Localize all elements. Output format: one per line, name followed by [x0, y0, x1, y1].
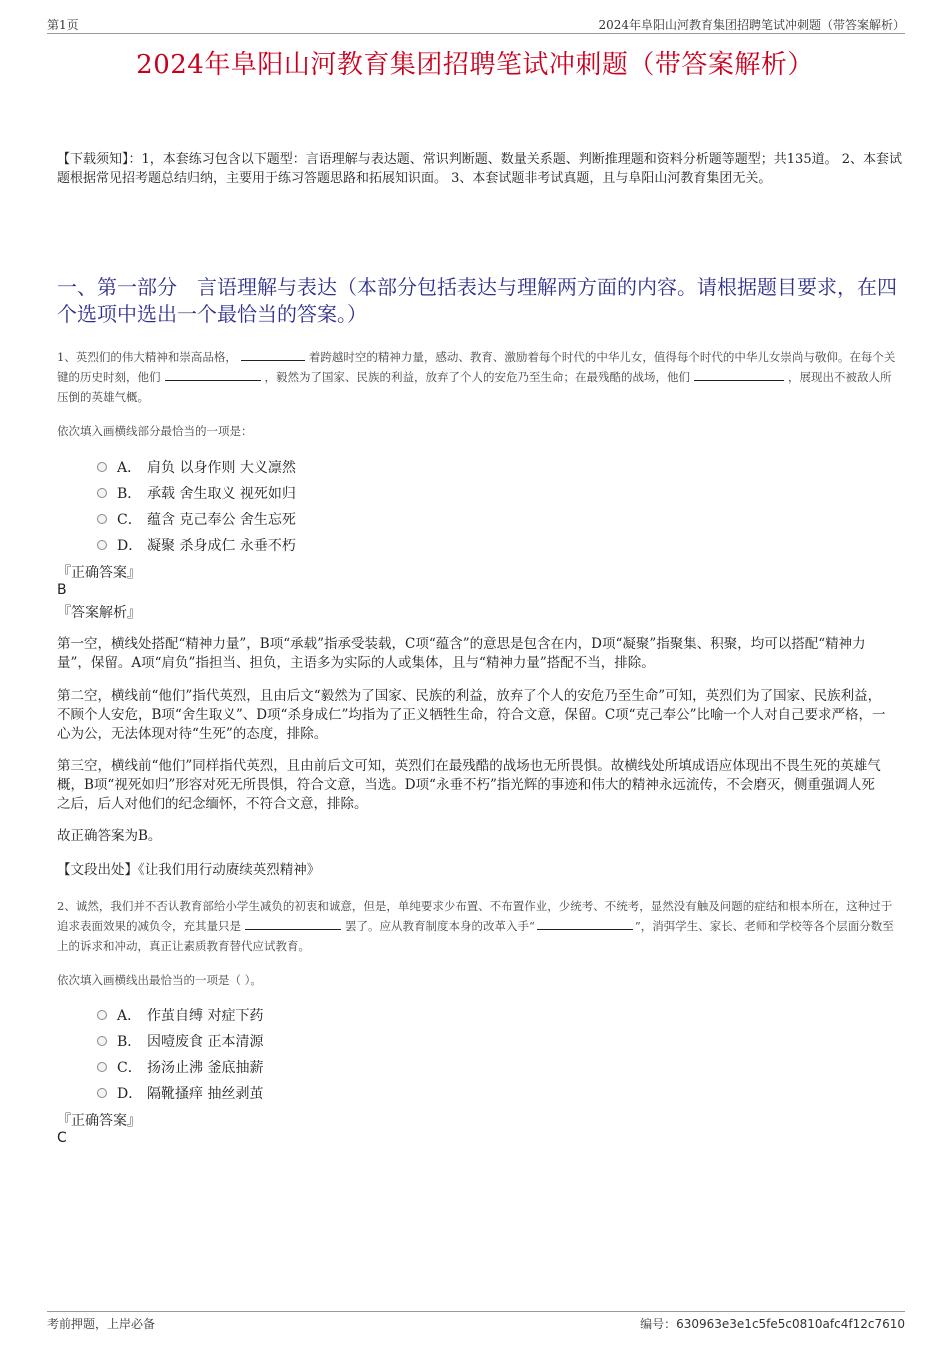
q2-answer-label: 『正确答案』: [57, 1113, 141, 1129]
radio-icon[interactable]: [97, 1010, 107, 1020]
q2-answer: C: [57, 1130, 67, 1146]
q1-answer-label: 『正确答案』: [57, 565, 141, 581]
blank-2: [165, 368, 261, 381]
q2-option-a[interactable]: A． 作茧自缚 对症下药: [97, 1005, 263, 1025]
q1-analysis-para-1: 第一空，横线处搭配“精神力量”，B项“承载”指承受装载，C项“蕴含”的意思是包含在内，D项“凝聚”指聚集、积聚，均可以搭配“精神力量”，保留。A项“肩负”指担当、担负，主语多为实际的人或集体，且与“精神力量”搭配不当，排除。: [57, 636, 866, 671]
page-header: [47, 14, 905, 34]
radio-icon[interactable]: [97, 488, 107, 498]
q1-source: 【文段出处】《让我们用行动赓续英烈精神》: [57, 862, 321, 878]
q2-option-b[interactable]: B． 因噎废食 正本清源: [97, 1031, 263, 1051]
header-doc-title: 2024年阜阳山河教育集团招聘笔试冲刺题（带答案解析）: [598, 18, 905, 32]
q2-option-c[interactable]: C． 扬汤止沸 釜底抽薪: [97, 1057, 263, 1077]
section-title: 一、第一部分 言语理解与表达（本部分包括表达与理解两方面的内容。请根据题目要求，在四个选项中选出一个最恰当的答案。）: [57, 275, 897, 326]
q1-option-a[interactable]: A． 肩负 以身作则 大义凛然: [97, 457, 296, 477]
footer-divider: [47, 1311, 905, 1312]
blank-2: [537, 917, 633, 930]
q1-analysis-conclusion: 故正确答案为B。: [57, 828, 162, 844]
document-title: 2024年阜阳山河教育集团招聘笔试冲刺题（带答案解析）: [136, 50, 814, 80]
footer-code: 编号：630963e3e1c5fe5c0810afc4f12c7610: [640, 1317, 905, 1331]
q1-option-d[interactable]: D． 凝聚 杀身成仁 永垂不朽: [97, 535, 296, 555]
blank-3: [694, 368, 784, 381]
radio-icon[interactable]: [97, 540, 107, 550]
download-notice: 【下载须知】：1，本套练习包含以下题型：言语理解与表达题、常识判断题、数量关系题、判断推理题和资料分析题等题型；共135道。 2、本套试题根据常见招考题总结归纳，主要用于练习答题思路和拓展知识面。 3、本套试题非考试真题，且与阜阳山河教育集团无关。: [57, 152, 902, 186]
blank-1: [241, 348, 305, 361]
question-2-prompt: 依次填入画横线出最恰当的一项是（ ）。: [57, 973, 262, 987]
q1-analysis-label: 『答案解析』: [57, 605, 141, 621]
question-1-stem: 1、英烈们的伟大精神和崇高品格， 着跨越时空的精神力量，感动、教育、激励着每个时代的中华儿女，值得每个时代的中华儿女崇尚与敬仰。在每个关键的历史时刻，他们 ，毅然为了国家、民族的利益，放弃了个人的安危乃至生命；在最残酷的战场，他们 ，展现出不被敌人所压倒的英雄气概。: [57, 350, 896, 404]
radio-icon[interactable]: [97, 462, 107, 472]
question-1-prompt: 依次填入画横线部分最恰当的一项是：: [57, 424, 253, 438]
question-2-stem: 2、诚然，我们并不否认教育部给小学生减负的初衷和诚意，但是，单纯要求少布置、不布置作业，少统考、不统考，显然没有触及问题的症结和根本所在，这种过于追求表面效果的减负令，充其量只是 罢了。应从教育制度本身的改革入手“ ”，消弭学生、家长、老师和学校等各个层面分数至上的诉求和冲动，真正让素质教育替代应试教育。: [57, 899, 894, 953]
radio-icon[interactable]: [97, 514, 107, 524]
q1-option-c[interactable]: C． 蕴含 克己奉公 舍生忘死: [97, 509, 296, 529]
q1-option-b[interactable]: B． 承载 舍生取义 视死如归: [97, 483, 296, 503]
q1-analysis-para-2: 第二空，横线前“他们”指代英烈，且由后文“毅然为了国家、民族的利益，放弃了个人的安危乃至生命”可知，英烈们为了国家、民族利益，不顾个人安危，B项“舍生取义”、D项“杀身成仁”均指为了正义牺牲生命，符合文意，保留。C项“克己奉公”比喻一个人对自己要求严格，一心为公，无法体现对待“生死”的态度，排除。: [57, 688, 886, 742]
radio-icon[interactable]: [97, 1088, 107, 1098]
page-number: 第1页: [47, 18, 79, 32]
radio-icon[interactable]: [97, 1062, 107, 1072]
q1-analysis-para-3: 第三空，横线前“他们”同样指代英烈，且由前后文可知，英烈们在最残酷的战场也无所畏惧。故横线处所填成语应体现出不畏生死的英雄气概，B项“视死如归”形容对死无所畏惧，符合文意，当选。D项“永垂不朽”指光辉的事迹和伟大的精神永远流传，不会磨灭，侧重强调人死之后，后人对他们的纪念缅怀，不符合文意，排除。: [57, 758, 881, 812]
blank-1: [245, 917, 341, 930]
q2-option-d[interactable]: D． 隔靴搔痒 抽丝剥茧: [97, 1083, 263, 1103]
q1-answer: B: [57, 582, 67, 598]
footer-slogan: 考前押题，上岸必备: [47, 1317, 156, 1331]
radio-icon[interactable]: [97, 1036, 107, 1046]
